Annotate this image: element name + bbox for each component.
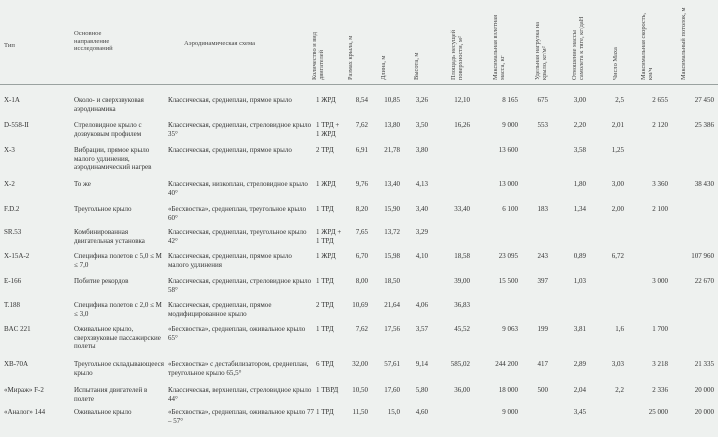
cell-length: 15,90 (384, 205, 400, 213)
cell-scheme: «Бесхвостка», среднеплан, оживальное крыло 77 – 57° (168, 408, 314, 425)
cell-length: 13,40 (384, 180, 400, 188)
cell-speed: 3 360 (652, 180, 668, 188)
cell-type: T.188 (4, 301, 21, 309)
cell-height: 4,10 (415, 252, 428, 260)
cell-type: X-3 (4, 146, 15, 154)
cell-engines: 6 ТРД (316, 360, 334, 368)
cell-height: 3,80 (415, 146, 428, 154)
cell-area: 16,26 (454, 121, 470, 129)
cell-load: 397 (537, 277, 548, 285)
cell-length: 57,61 (384, 360, 400, 368)
cell-length: 21,64 (384, 301, 400, 309)
cell-direction: Специфика полетов с 2,0 ≤ M ≤ 3,0 (74, 301, 162, 318)
cell-ratio: 3,81 (573, 325, 586, 333)
cell-engines: 1 ТРД + 1 ЖРД (316, 121, 340, 138)
cell-span: 8,20 (355, 205, 368, 213)
cell-load: 675 (537, 96, 548, 104)
cell-ceiling: 25 386 (694, 121, 714, 129)
cell-load: 553 (537, 121, 548, 129)
cell-span: 6,70 (355, 252, 368, 260)
cell-direction: Треугольное складывающееся крыло (74, 360, 164, 377)
cell-ratio: 3,45 (573, 408, 586, 416)
cell-load: 199 (537, 325, 548, 333)
cell-engines: 1 ТРД (316, 325, 334, 333)
cell-scheme: Классическая, среднеплан, прямое модифицированное крыло (168, 301, 272, 318)
header-type: Тип (4, 42, 15, 49)
cell-mach: 2,2 (615, 386, 624, 394)
cell-area: 585,02 (450, 360, 470, 368)
header-mass: Максимальная взлетная масса, кг (492, 14, 506, 80)
cell-ceiling: 107 960 (691, 252, 714, 260)
cell-speed: 2 100 (652, 205, 668, 213)
table-header (0, 0, 718, 85)
cell-span: 10,50 (352, 386, 368, 394)
header-mach: Число Маха (612, 47, 619, 80)
cell-mass: 9 000 (502, 121, 518, 129)
cell-length: 10,85 (384, 96, 400, 104)
cell-scheme: Классическая, низкоплан, стреловидное крыло 40° (168, 180, 308, 197)
cell-engines: 1 ЖРД (316, 96, 336, 104)
cell-mass: 6 100 (502, 205, 518, 213)
cell-ceiling: 27 450 (694, 96, 714, 104)
cell-engines: 2 ТРД (316, 146, 334, 154)
cell-area: 39,00 (454, 277, 470, 285)
cell-height: 4,13 (415, 180, 428, 188)
header-load: Удельная нагрузка на крыло, кг/м² (534, 21, 548, 80)
cell-mass: 8 165 (502, 96, 518, 104)
cell-ratio: 3,00 (573, 96, 586, 104)
cell-load: 183 (537, 205, 548, 213)
cell-area: 18,58 (454, 252, 470, 260)
cell-type: D-558-II (4, 121, 29, 129)
cell-speed: 2 120 (652, 121, 668, 129)
cell-speed: 3 218 (652, 360, 668, 368)
cell-scheme: Классическая, верхнеплан, стреловидное крыло 44° (168, 386, 312, 403)
cell-scheme: «Бесхвостка», среднеплан, оживальное крыло 65° (168, 325, 306, 342)
cell-area: 36,83 (454, 301, 470, 309)
cell-engines: 1 ЖРД (316, 180, 336, 188)
cell-ratio: 1,80 (573, 180, 586, 188)
cell-ratio: 3,58 (573, 146, 586, 154)
cell-engines: 2 ТРД (316, 301, 334, 309)
cell-mass: 9 000 (502, 408, 518, 416)
cell-type: BAC 221 (4, 325, 31, 333)
cell-type: «Аналог» 144 (4, 408, 46, 416)
cell-scheme: Классическая, среднеплан, прямое крыло (168, 146, 292, 154)
cell-type: SR.53 (4, 228, 22, 236)
cell-ceiling: 20 000 (694, 386, 714, 394)
cell-speed: 3 000 (652, 277, 668, 285)
cell-direction: Вибрации, прямое крыло малого удлинения, аэродинамический нагрев (74, 146, 152, 172)
cell-speed: 1 700 (652, 325, 668, 333)
cell-speed: 2 655 (652, 96, 668, 104)
cell-height: 4,06 (415, 301, 428, 309)
cell-span: 32,00 (352, 360, 368, 368)
cell-mass: 18 000 (498, 386, 518, 394)
cell-mach: 3,00 (611, 180, 624, 188)
cell-direction: Испытания двигателей в полете (74, 386, 148, 403)
cell-mach: 2,00 (611, 205, 624, 213)
header-engines: Количество и вид двигателей (311, 32, 325, 80)
cell-mass: 13 000 (498, 180, 518, 188)
cell-length: 21,78 (384, 146, 400, 154)
cell-height: 3,29 (415, 228, 428, 236)
cell-engines: 1 ЖРД + 1 ТРД (316, 228, 342, 245)
cell-direction: Комбинированная двигательная установка (74, 228, 145, 245)
cell-ceiling: 22 670 (694, 277, 714, 285)
cell-load: 243 (537, 252, 548, 260)
cell-type: XB-70A (4, 360, 29, 368)
cell-length: 13,80 (384, 121, 400, 129)
cell-mass: 244 200 (495, 360, 518, 368)
header-height: Высота, м (413, 52, 420, 80)
cell-ratio: 0,89 (573, 252, 586, 260)
header-speed: Максимальная скорость, км/ч (640, 12, 654, 80)
cell-mach: 1,6 (615, 325, 624, 333)
cell-ratio: 1,03 (573, 277, 586, 285)
cell-span: 7,65 (355, 228, 368, 236)
header-area: Площадь несущей поверхности, м² (450, 29, 464, 80)
cell-height: 3,57 (415, 325, 428, 333)
cell-type: X-2 (4, 180, 15, 188)
cell-span: 7,62 (355, 121, 368, 129)
cell-length: 15,98 (384, 252, 400, 260)
cell-length: 18,50 (384, 277, 400, 285)
cell-direction: Оживальное крыло, сверхзвуковые пассажирские полеты (74, 325, 161, 351)
cell-mass: 15 500 (498, 277, 518, 285)
cell-mass: 23 095 (498, 252, 518, 260)
cell-direction: Около- и сверхзвуковая аэродинамика (74, 96, 144, 113)
cell-area: 36,00 (454, 386, 470, 394)
cell-engines: 1 ТРД (316, 408, 334, 416)
cell-engines: 1 ТВРД (316, 386, 339, 394)
cell-mass: 13 600 (498, 146, 518, 154)
cell-ceiling: 20 000 (694, 408, 714, 416)
cell-type: X-15A-2 (4, 252, 30, 260)
cell-mach: 2,01 (611, 121, 624, 129)
cell-scheme: Классическая, среднеплан, прямое крыло (168, 96, 292, 104)
cell-ratio: 2,04 (573, 386, 586, 394)
cell-height: 4,60 (415, 408, 428, 416)
cell-scheme: Классическая, среднеплан, треугольное крыло 42° (168, 228, 307, 245)
cell-ratio: 2,20 (573, 121, 586, 129)
cell-direction: Стреловидное крыло с дозвуковым профилем (74, 121, 142, 138)
cell-scheme: Классическая, среднеплан, стреловидное крыло 35° (168, 121, 312, 138)
cell-area: 33,40 (454, 205, 470, 213)
cell-engines: 1 ТРД (316, 277, 334, 285)
cell-speed: 2 336 (652, 386, 668, 394)
cell-ceiling: 38 430 (694, 180, 714, 188)
header-ratio: Отношение массы самолета к тяге, кг/даН (571, 16, 585, 80)
cell-engines: 1 ЖРД (316, 252, 336, 260)
cell-direction: То же (74, 180, 91, 188)
header-length: Длина, м (380, 55, 387, 80)
cell-height: 9,14 (415, 360, 428, 368)
header-scheme: Аэродинамическая схема (184, 40, 256, 47)
cell-area: 12,10 (454, 96, 470, 104)
cell-direction: Оживальное крыло (74, 408, 132, 416)
cell-type: X-1A (4, 96, 20, 104)
cell-load: 500 (537, 386, 548, 394)
cell-type: «Мираж» F-2 (4, 386, 44, 394)
header-ceiling: Максимальный потолок, м (680, 7, 687, 80)
cell-ceiling: 21 335 (694, 360, 714, 368)
cell-scheme: Классическая, среднеплан, стреловидное крыло 58° (168, 277, 312, 294)
cell-mach: 2,5 (615, 96, 624, 104)
cell-type: E-166 (4, 277, 22, 285)
cell-scheme: Классическая, среднеплан, прямое крыло малого удлинения (168, 252, 292, 269)
cell-direction: Специфика полетов с 5,0 ≤ M ≤ 7,0 (74, 252, 162, 269)
cell-height: 3,50 (415, 121, 428, 129)
cell-area: 45,52 (454, 325, 470, 333)
cell-length: 17,60 (384, 386, 400, 394)
cell-span: 8,54 (355, 96, 368, 104)
cell-mach: 6,72 (611, 252, 624, 260)
cell-span: 8,00 (355, 277, 368, 285)
cell-mach: 3,03 (611, 360, 624, 368)
cell-span: 10,69 (352, 301, 368, 309)
cell-ratio: 1,34 (573, 205, 586, 213)
cell-mach: 1,25 (611, 146, 624, 154)
cell-span: 7,62 (355, 325, 368, 333)
header-direction: Основное направление исследований (74, 30, 113, 53)
cell-mass: 9 063 (502, 325, 518, 333)
cell-length: 15,0 (387, 408, 400, 416)
cell-length: 17,56 (384, 325, 400, 333)
cell-load: 417 (537, 360, 548, 368)
cell-ratio: 2,89 (573, 360, 586, 368)
cell-engines: 1 ТРД (316, 205, 334, 213)
header-span: Размах крыла, м (347, 35, 354, 80)
cell-speed: 25 000 (648, 408, 668, 416)
cell-scheme: «Бесхвостка» с дестабилизатором, среднеплан, треугольное крыло 65,5° (168, 360, 309, 377)
cell-span: 11,50 (352, 408, 368, 416)
cell-height: 5,80 (415, 386, 428, 394)
cell-direction: Треугольное крыло (74, 205, 132, 213)
cell-height: 3,40 (415, 205, 428, 213)
cell-scheme: «Бесхвостка», среднеплан, треугольное крыло 60° (168, 205, 307, 222)
cell-type: F.D.2 (4, 205, 20, 213)
cell-length: 13,72 (384, 228, 400, 236)
cell-direction: Побитие рекордов (74, 277, 129, 285)
cell-span: 9,76 (355, 180, 368, 188)
cell-span: 6,91 (355, 146, 368, 154)
cell-height: 3,26 (415, 96, 428, 104)
